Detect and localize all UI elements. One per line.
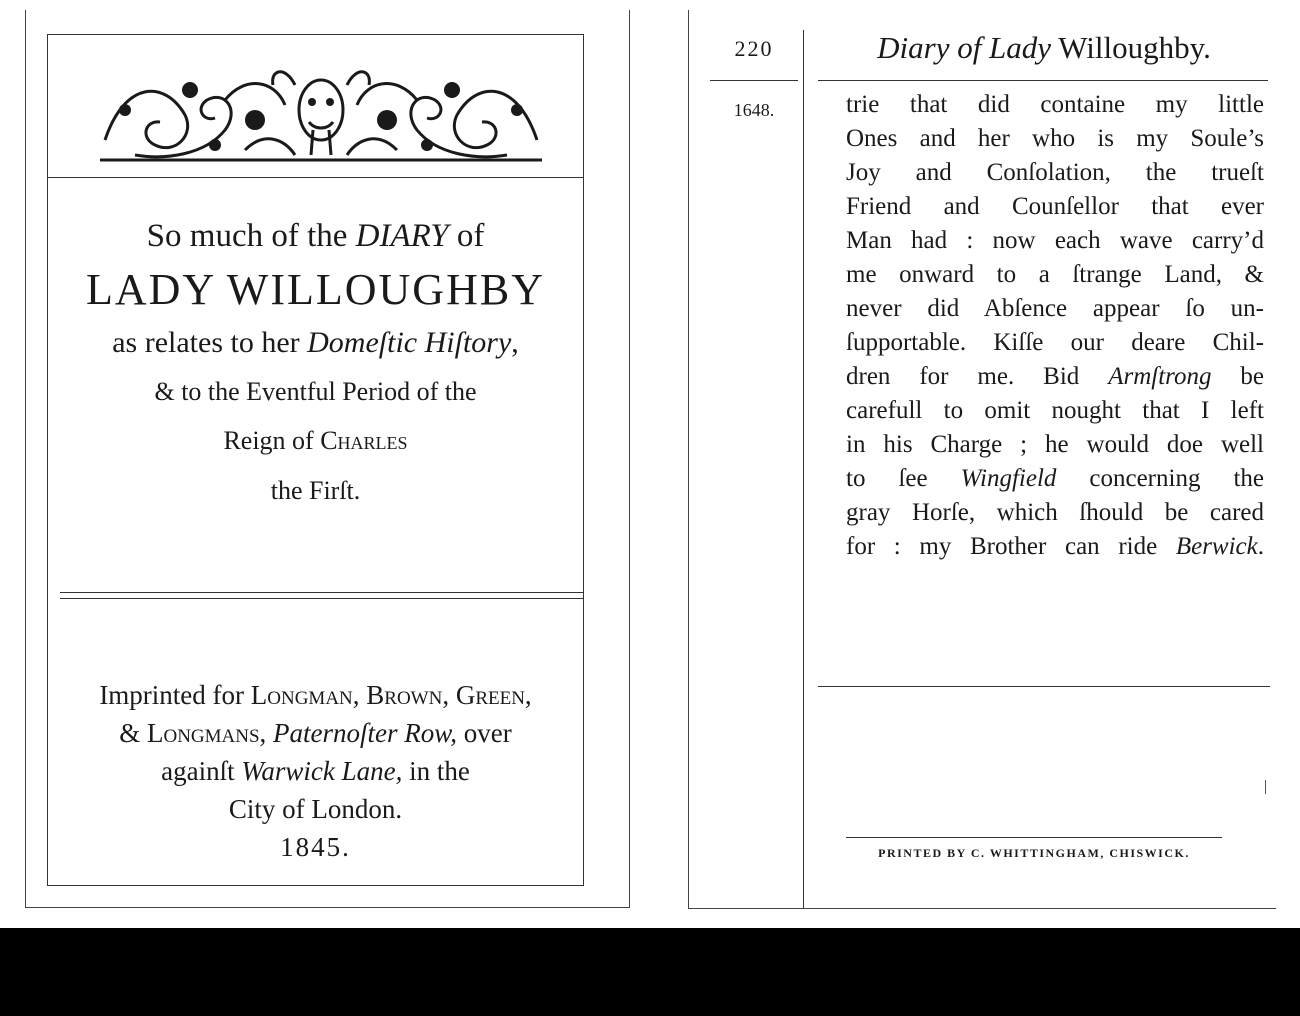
imprint-longmans-smallcaps: & Longmans,	[119, 718, 267, 748]
body-line-14-text: for : my Brother can ride	[846, 533, 1176, 560]
body-wingfield-italic: Wingfield	[960, 465, 1057, 492]
body-line-9-text: dren for me. Bid	[846, 363, 1109, 390]
body-line-3: Joy and Conſolation, the trueſt	[846, 159, 1264, 186]
title-line-3	[48, 318, 583, 368]
body-line-12-suffix: concerning the	[1056, 465, 1264, 492]
title-domestic-history-italic: Domeſtic Hiſtory	[307, 326, 512, 359]
mask-face-icon	[273, 72, 370, 155]
imprint-line-3	[48, 752, 583, 790]
imprint-paternoster-italic: Paternoſter Row,	[266, 718, 458, 748]
imprint-line-1	[48, 676, 583, 714]
title-line-6: the Firſt.	[270, 476, 361, 505]
imprint-line-1-text: Imprinted for	[99, 680, 251, 710]
title-line-1-suffix: of	[448, 218, 485, 254]
body-line-9	[846, 360, 1264, 394]
rule-under-page-number	[710, 80, 798, 81]
rule-end-of-text	[818, 686, 1270, 687]
running-head-roman: Willoughby.	[1051, 30, 1211, 65]
imprint-publishers-smallcaps: Longman, Brown, Green,	[250, 680, 532, 710]
title-line-5	[48, 416, 583, 466]
imprint-line-3-suffix: in the	[402, 756, 470, 786]
title-diary-italic: DIARY	[355, 218, 449, 254]
body-line-12-text: to ſee	[846, 465, 961, 492]
title-line-5-text: Reign of	[223, 426, 321, 455]
margin-tick-mark	[1265, 780, 1266, 794]
title-main-name: LADY WILLOUGHBY	[86, 265, 545, 314]
body-line-9-suffix: be	[1211, 363, 1264, 390]
body-line-8: ſupportable. Kiſſe our deare Chil-	[846, 329, 1264, 356]
imprint-year: 1845.	[280, 832, 351, 862]
title-line-4: & to the Eventful Period of the	[154, 377, 477, 406]
body-line-1: trie that did containe my little	[846, 91, 1264, 118]
double-rule-bottom	[60, 598, 583, 599]
body-line-6: me onward to a ſtrange Land, &	[846, 261, 1264, 288]
margin-year: 1648.	[733, 100, 775, 120]
page-number: 220	[734, 36, 774, 61]
margin-divider-line	[803, 30, 804, 908]
title-line-3-text: as relates to her	[112, 326, 308, 359]
imprint-line-2	[48, 714, 583, 752]
rule-under-running-head	[818, 80, 1268, 81]
body-line-10: carefull to omit nought that I left	[846, 397, 1264, 424]
body-line-11: in his Charge ; he would doe well	[846, 431, 1264, 458]
imprint-block	[48, 676, 583, 866]
title-block	[48, 210, 583, 516]
title-charles-smallcaps: Charles	[320, 426, 408, 455]
imprint-line-2-suffix: over	[457, 718, 512, 748]
ornamental-headpiece	[95, 60, 547, 170]
printer-colophon: PRINTED BY C. WHITTINGHAM, CHISWICK.	[878, 846, 1190, 860]
body-line-4: Friend and Counſellor that ever	[846, 193, 1264, 220]
title-line-1	[48, 210, 583, 262]
rule-below-ornament	[48, 177, 583, 178]
running-head-italic: Diary of Lady	[877, 30, 1052, 65]
body-armstrong-italic: Armſtrong	[1108, 363, 1212, 390]
body-line-5: Man had : now each wave carry’d	[846, 227, 1264, 254]
bottom-black-band	[0, 928, 1300, 1016]
title-line-3-suffix: ,	[511, 326, 519, 359]
imprint-warwick-italic: Warwick Lane,	[241, 756, 403, 786]
body-berwick-italic: Berwick	[1175, 533, 1258, 560]
body-line-14-suffix: .	[1257, 533, 1264, 560]
running-head	[818, 30, 1270, 66]
imprint-line-4: City of London.	[228, 794, 403, 824]
imprint-line-3-text: againſt	[161, 756, 242, 786]
diary-body-text	[846, 88, 1264, 564]
rule-above-colophon	[846, 837, 1222, 838]
body-line-12	[846, 462, 1264, 496]
title-line-1-text: So much of the	[146, 218, 356, 254]
body-line-14	[846, 530, 1264, 564]
body-line-2: Ones and her who is my Soule’s	[846, 125, 1264, 152]
body-line-13: gray Horſe, which ſhould be cared	[846, 499, 1264, 526]
double-rule-top	[60, 592, 583, 593]
body-line-7: never did Abſence appear ſo un-	[846, 295, 1264, 322]
